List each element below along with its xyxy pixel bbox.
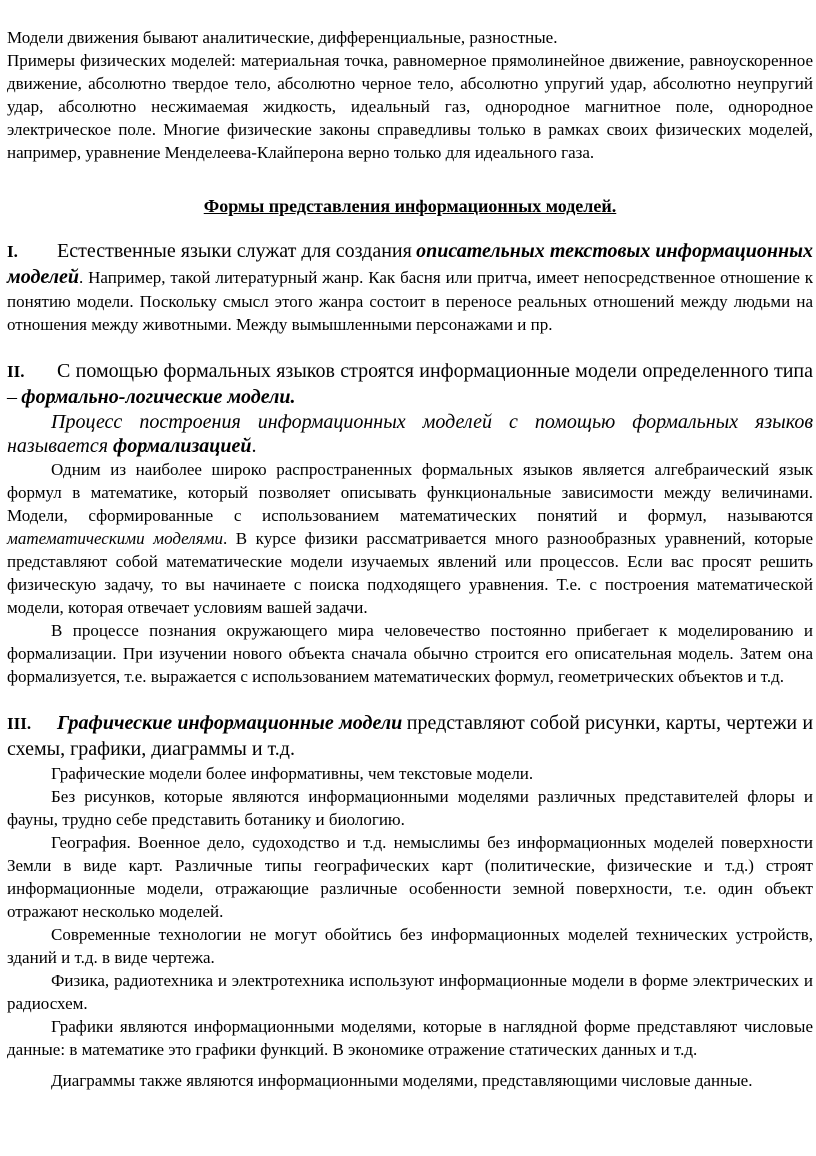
section-3-paragraph: Без рисунков, которые являются информационными моделями различных представителей флоры и фауны, трудно себе представить ботанику и биологию.	[7, 787, 813, 829]
section-1-term: описательных текстовых информационных моделей	[7, 240, 813, 288]
section-2-p1-term: математическими моделями	[7, 529, 223, 548]
section-2-paragraph-1	[7, 458, 813, 619]
section-3-paragraph: Графики являются информационными моделями, которые в наглядной форме представляют числовые данные: в математике это графики функций. В экономике отражение статических данных и т.д.	[7, 1017, 813, 1059]
section-3-lead: представляют собой рисунки, карты, чертежи и схемы, графики, диаграммы и т.д.	[7, 712, 814, 760]
intro-paragraph-1: Модели движения бывают аналитические, дифференциальные, разностные.	[7, 28, 558, 47]
intro-paragraph-2: Примеры физических моделей: материальная точка, равномерное прямолинейное движение, равноускоренное движение, абсолютно твердое тело, абсолютно черное тело, абсолютно упругий удар, абсолютно неупругий удар, абсолютно несжимаемая жидкость, идеальный газ, однородное магнитное поле, однородное электрическое поле. Многие физические законы справедливы только в рамках своих физических моделей, например, уравнение Менделеева-Клайперона верно только для идеального газа.	[7, 51, 813, 162]
section-3-paragraph: Графические модели более информативны, чем текстовые модели.	[51, 764, 534, 783]
section-1-lead: Естественные языки служат для создания	[57, 240, 412, 262]
document-page	[7, 0, 813, 1092]
section-2-lead-paragraph	[7, 358, 813, 410]
section-3-term: Графические информационные модели	[57, 712, 403, 734]
formalization-definition	[7, 410, 813, 458]
section-2-term: формально-логические модели.	[21, 386, 296, 408]
section-1-rest: . Например, такой литературный жанр. Как басня или притча, имеет непосредственное отношение к понятию модели. Поскольку смысл этого жанра состоит в переносе реальных отношений между людьми на отношения между животными. Между вымышленными персонажами и пр.	[7, 268, 813, 334]
section-2-paragraph-2: В процессе познания окружающего мира человечество постоянно прибегает к моделированию и формализации. При изучении нового объекта сначала обычно строится его описательная модель. Затем она формализуется, т.е. выражается с использованием математических формул, геометрических объектов и т.д.	[7, 621, 813, 686]
section-2-p1-after: . В курсе физики рассматривается много разнообразных уравнений, которые представляют собой математические модели изучаемых явлений или процессов. Если вас просят решить физическую задачу, то вы начинаете с поиска подходящего уравнения. Т.е. с построения математической модели, которая отвечает условиям вашей задачи.	[7, 529, 814, 617]
section-2-numeral: II.	[7, 362, 25, 381]
section-2-lead: С помощью формальных языков строятся информационные модели определенного типа –	[7, 360, 813, 408]
section-3-paragraph: География. Военное дело, судоходство и т.д. немыслимы без информационных моделей поверхности Земли в виде карт. Различные типы географических карт (политические, физические и т.д.) строят информационные модели, отражающие различные особенности земной поверхности, т.е. один объект отражают несколько моделей.	[7, 833, 813, 921]
definition-text: Процесс построения информационных моделей с помощью формальных языков называется	[7, 411, 813, 457]
section-1-paragraph	[7, 238, 813, 336]
section-3-paragraph: Диаграммы также являются информационными моделями, представляющими числовые данные.	[51, 1071, 753, 1090]
section-2-p1-before: Одним из наиболее широко распространенных формальных языков является алгебраический язык формул в математике, который позволяет описывать функциональные зависимости между величинами. Модели, сформированные с использованием математических понятий и формул, называются	[7, 460, 813, 525]
section-3-paragraph: Современные технологии не могут обойтись без информационных моделей технических устройств, зданий и т.д. в виде чертежа.	[7, 925, 813, 967]
section-3-lead-paragraph	[7, 710, 813, 762]
definition-term: формализацией	[113, 435, 252, 457]
section-heading: Формы представления информационных моделей.	[203, 196, 617, 216]
section-3-numeral: III.	[7, 714, 32, 733]
section-3-paragraph: Физика, радиотехника и электротехника используют информационные модели в форме электрических и радиосхем.	[7, 971, 813, 1013]
section-1-numeral: I.	[7, 242, 18, 261]
definition-end: .	[251, 435, 257, 457]
